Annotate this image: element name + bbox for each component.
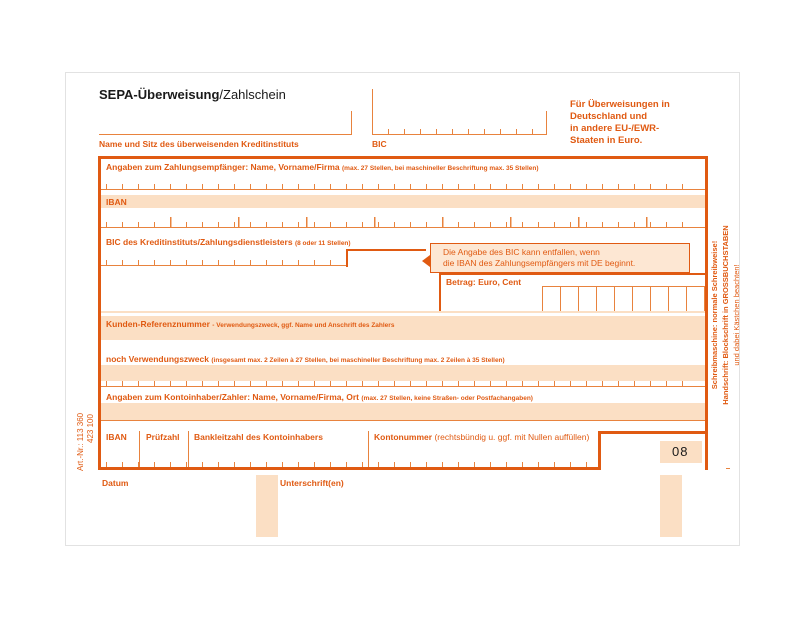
- reference-label-note: - Verwendungszweck, ggf. Name und Anschrift des Zahlers: [212, 322, 395, 329]
- kontonummer-note: (rechtsbündig u. ggf. mit Nullen auffüllen): [434, 432, 590, 442]
- iban-line: [101, 227, 705, 228]
- payee-label-text: Angaben zum Zahlungsempfänger: Name, Vorname/Firma: [106, 162, 340, 172]
- top-bic-line: [372, 134, 546, 135]
- bic-step-h: [346, 249, 426, 251]
- top-bic-line-start: [372, 89, 373, 135]
- payer-field[interactable]: [101, 403, 705, 420]
- side-instruction-line: Schreibmaschine: normale Schreibweise!: [710, 240, 719, 390]
- frame-bottom-left: [98, 467, 601, 470]
- datum-label: Datum: [102, 478, 129, 488]
- side-tick: [726, 468, 730, 469]
- form-title-bold: SEPA-Überweisung: [99, 87, 220, 102]
- sepa-transfer-form: [65, 72, 740, 546]
- info-text: [570, 99, 670, 147]
- purpose-field[interactable]: [101, 365, 705, 381]
- blz-label: Bankleitzahl des Kontoinhabers: [194, 432, 323, 442]
- top-bic-label: BIC: [372, 139, 387, 149]
- payer-iban-label: IBAN: [106, 432, 127, 442]
- amount-underline: [101, 311, 705, 313]
- reference-label-text: Kunden-Referenznummer: [106, 319, 210, 329]
- purpose-label-text: noch Verwendungszweck: [106, 354, 209, 364]
- bic-hint-box: [430, 243, 690, 273]
- info-text-line: Deutschland und: [570, 111, 648, 122]
- kontonummer-label-text: Kontonummer: [374, 432, 433, 442]
- info-text-line: Staaten in Euro.: [570, 135, 643, 146]
- datum-field[interactable]: [256, 475, 278, 537]
- bic-step-v: [346, 249, 348, 267]
- purpose-label-note: (insgesamt max. 2 Zeilen à 27 Stellen, bei maschineller Beschriftung max. 2 Zeilen à 35 Stellen): [211, 357, 505, 364]
- top-bic-line-end: [546, 111, 547, 135]
- article-number-line: 423 100: [86, 414, 95, 443]
- amount-boxes[interactable]: [542, 286, 705, 313]
- side-instructions: [709, 215, 743, 415]
- side-instruction-line: und dabei Kästchen beachten!: [732, 264, 741, 366]
- amount-label: Betrag: Euro, Cent: [446, 277, 522, 287]
- info-text-line: Für Überweisungen in: [570, 99, 670, 110]
- side-instruction-line: Handschrift: Blockschrift in GROSSBUCHSTABEN: [721, 225, 730, 405]
- pruefzahl-label: Prüfzahl: [146, 432, 180, 442]
- bic-hint-arrow: [422, 255, 430, 267]
- frame-right: [705, 156, 708, 470]
- bic-hint-line: Die Angabe des BIC kann entfallen, wenn: [443, 247, 600, 257]
- payee-bic-line: [101, 265, 347, 266]
- purpose-line: [101, 386, 705, 387]
- payee-bic-label-note: (8 oder 11 Stellen): [294, 240, 351, 247]
- signature-field[interactable]: [660, 475, 682, 537]
- info-text-line: in andere EU-/EWR-: [570, 123, 660, 134]
- payee-label-note: (max. 27 Stellen, bei maschineller Beschriftung max. 35 Stellen): [342, 165, 539, 172]
- payer-label-note: (max. 27 Stellen, keine Straßen- oder Postfachangaben): [361, 395, 533, 402]
- frame-top: [98, 156, 708, 159]
- payee-label: [106, 162, 539, 174]
- bic-hint-text: [443, 247, 635, 269]
- payer-label-text: Angaben zum Kontoinhaber/Zahler: Name, Vorname/Firma, Ort: [106, 392, 359, 402]
- iban-field[interactable]: [101, 195, 705, 208]
- iban-label: IBAN: [106, 197, 127, 207]
- payee-line: [101, 189, 705, 190]
- form-title: [99, 87, 286, 102]
- bottom-row-ticks: [106, 462, 596, 467]
- payer-line: [101, 420, 705, 421]
- payee-bic-label: [106, 237, 351, 249]
- amount-frame-v: [439, 273, 441, 313]
- bic-hint-line: die IBAN des Zahlungsempfängers mit DE beginnt.: [443, 258, 636, 268]
- article-number-line: Art.-Nr.: 113 360: [76, 412, 85, 471]
- bank-name-line-end: [351, 111, 352, 135]
- payee-bic-label-text: BIC des Kreditinstituts/Zahlungsdienstleisters: [106, 237, 293, 247]
- article-number: [76, 371, 96, 471]
- form-title-normal: /Zahlschein: [219, 87, 286, 102]
- signature-label: Unterschrift(en): [280, 478, 344, 488]
- frame-notch-h: [598, 431, 708, 434]
- bank-name-label: Name und Sitz des überweisenden Kreditinstituts: [99, 139, 299, 149]
- frame-notch-v: [598, 431, 601, 470]
- amount-frame-h: [439, 273, 707, 275]
- bank-name-line: [99, 134, 351, 135]
- top-bic-ticks: [388, 129, 548, 134]
- code-value: 08: [672, 444, 689, 459]
- reference-label: [106, 319, 394, 331]
- kontonummer-label: [374, 432, 589, 442]
